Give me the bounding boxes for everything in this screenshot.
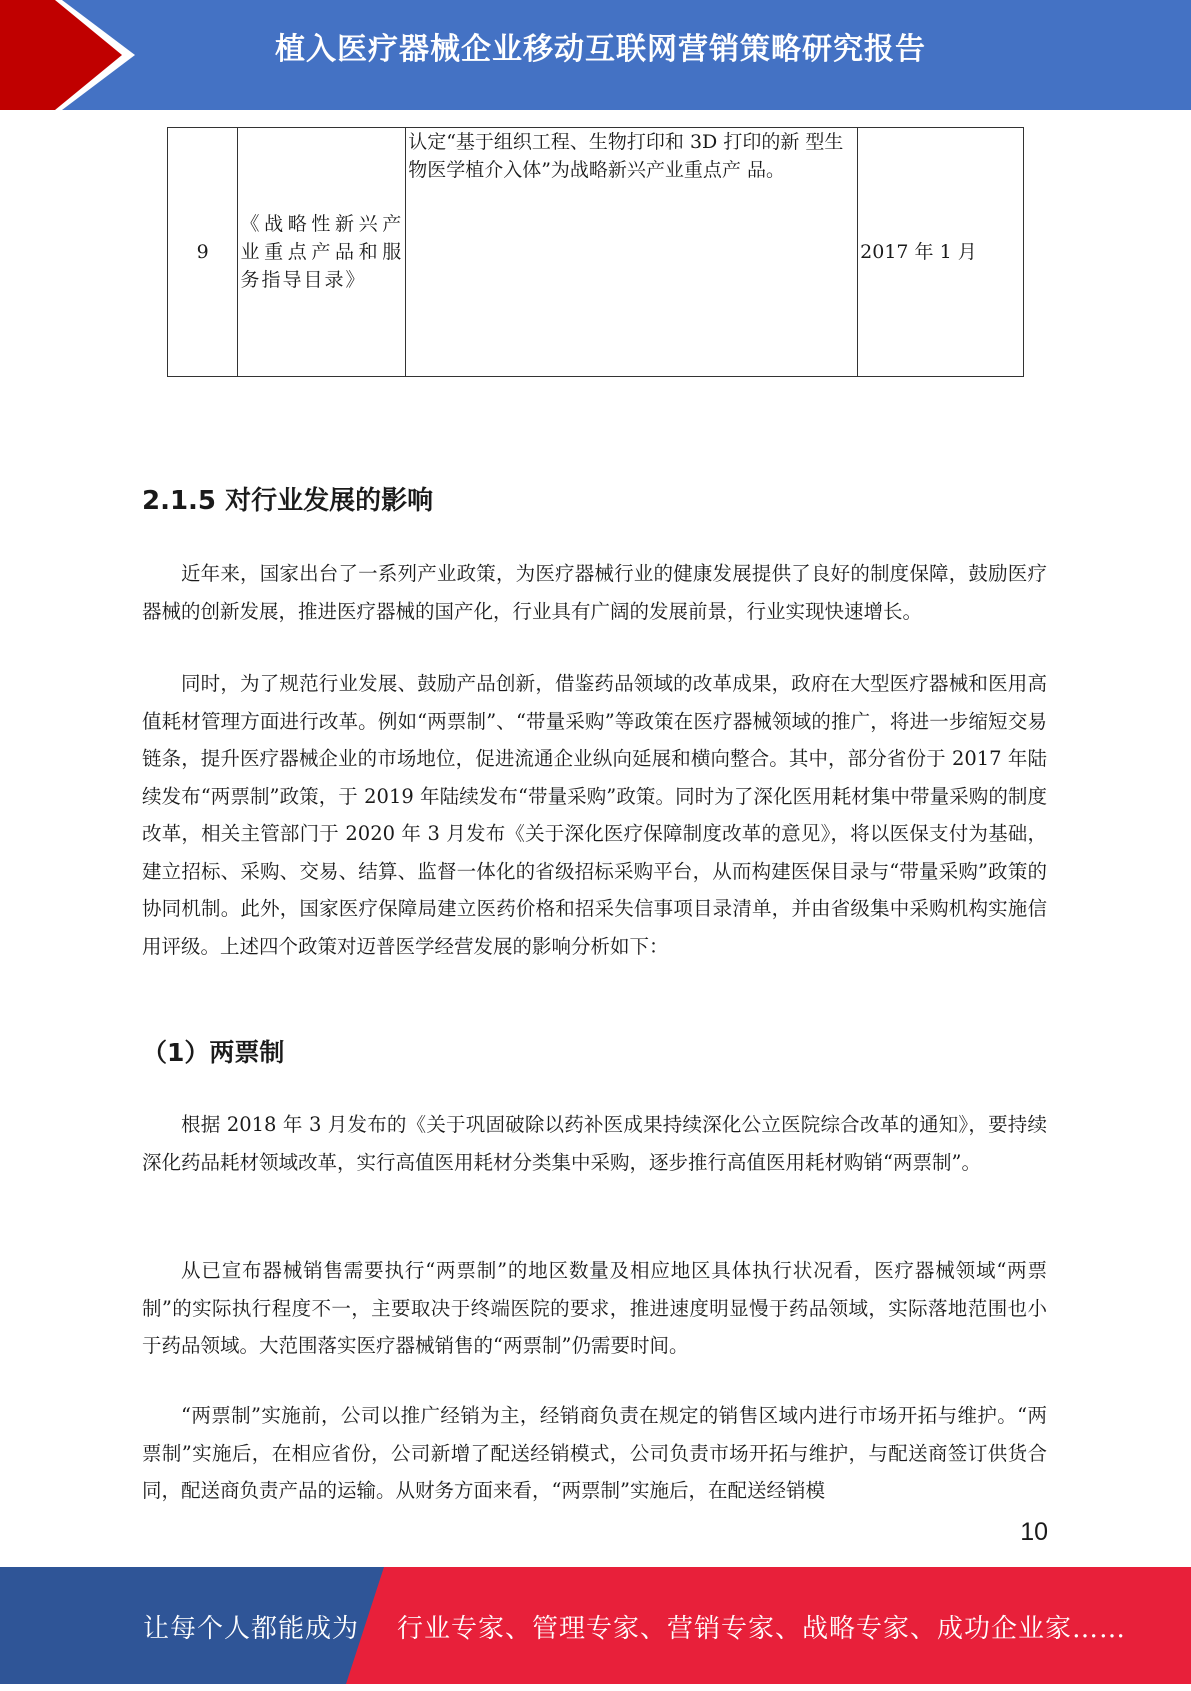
paragraph: 从已宣布器械销售需要执行“两票制”的地区数量及相应地区具体执行状况看，医疗器械领域“两票制”的实际执行程度不一，主要取决于终端医院的要求，推进速度明显慢于药品领域，实际落地范围也小于药品领域。大范围落实医疗器械销售的“两票制”仍需要时间。	[142, 1259, 1047, 1357]
subsection-heading: （1）两票制	[142, 1038, 285, 1067]
table-row	[168, 128, 1024, 377]
paragraph: 近年来，国家出台了一系列产业政策，为医疗器械行业的健康发展提供了良好的制度保障，鼓励医疗器械的创新发展，推进医疗器械的国产化，行业具有广阔的发展前景，行业实现快速增长。	[142, 562, 1047, 623]
paragraph: 同时，为了规范行业发展、鼓励产品创新，借鉴药品领域的改革成果，政府在大型医疗器械和医用高值耗材管理方面进行改革。例如“两票制”、“带量采购”等政策在医疗器械领域的推广，将进一步缩短交易链条，提升医疗器械企业的市场地位，促进流通企业纵向延展和横向整合。其中，部分省份于 2017 年陆续发布“两票制”政策，于 2019 年陆续发布“带量采购”政策。同时为了深化医用耗材集中带量采购的制度改革，相关主管部门于 2020 年 3 月发布《关于深化医疗保障制度改革的意见》，将以医保支付为基础，建立招标、采购、交易、结算、监督一体化的省级招标采购平台，从而构建医保目录与“带量采购”政策的协同机制。此外，国家医疗保障局建立医药价格和招采失信事项目录清单，并由省级集中采购机构实施信用评级。上述四个政策对迈普医学经营发展的影响分析如下：	[142, 672, 1047, 958]
row-number: 9	[168, 128, 238, 377]
page-footer	[0, 1567, 1191, 1684]
footer-slogan-right: 行业专家、管理专家、营销专家、战略专家、成功企业家……	[397, 1614, 1127, 1644]
policy-description: 认定“基于组织工程、生物打印和 3D 打印的新 型生物医学植介入体”为战略新兴产业重点产 品。	[406, 128, 858, 377]
policy-date: 2017 年 1 月	[858, 128, 1024, 377]
paragraph: “两票制”实施前，公司以推广经销为主，经销商负责在规定的销售区域内进行市场开拓与维护。“两票制”实施后，在相应省份，公司新增了配送经销模式，公司负责市场开拓与维护，与配送商签订供货合同，配送商负责产品的运输。从财务方面来看，“两票制”实施后，在配送经销模	[142, 1404, 1047, 1502]
page-header	[0, 0, 1191, 110]
page-number: 10	[1020, 1518, 1048, 1546]
paragraph: 根据 2018 年 3 月发布的《关于巩固破除以药补医成果持续深化公立医院综合改革的通知》，要持续深化药品耗材领域改革，实行高值医用耗材分类集中采购，逐步推行高值医用耗材购销“两票制”。	[142, 1113, 1047, 1174]
footer-slogan-left: 让每个人都能成为	[143, 1614, 360, 1644]
report-title: 植入医疗器械企业移动互联网营销策略研究报告	[275, 32, 926, 67]
policy-table	[167, 127, 1024, 377]
section-heading: 2.1.5 对行业发展的影响	[142, 486, 434, 516]
policy-name: 《战略性新兴产业重点产品和服务指导目录》	[238, 128, 406, 377]
